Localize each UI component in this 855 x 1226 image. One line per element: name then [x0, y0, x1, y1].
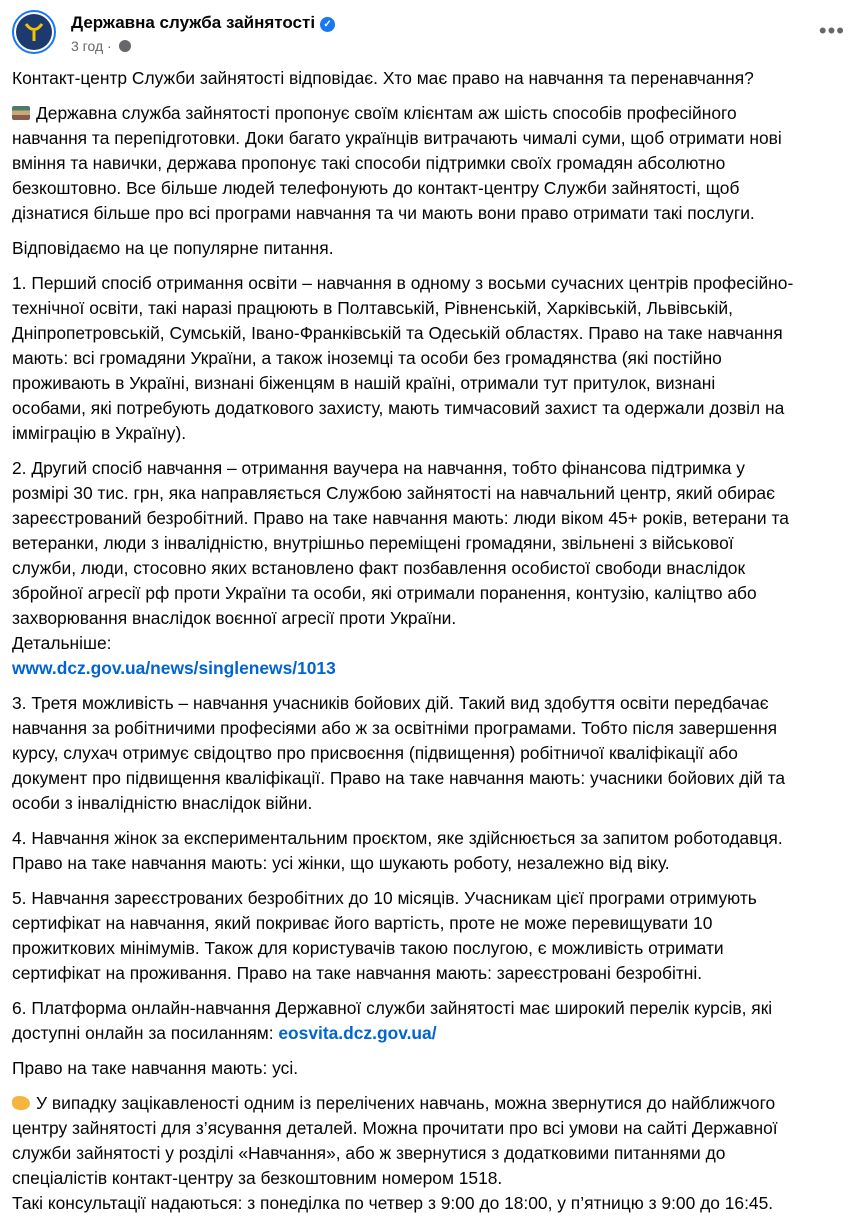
- meta-separator: ·: [107, 38, 112, 54]
- text-line: 4. Навчання жінок за експериментальним проєктом, яке здійснюється за запитом роботодавця.: [12, 828, 783, 848]
- text-line: особи з інвалідністю внаслідок війни.: [12, 793, 313, 813]
- text-line: навчання та перепідготовки. Доки багато українців витрачають чималі суми, щоб отримати нові: [12, 128, 782, 148]
- text-line: прожиткових мінімумів. Також для користувачів такою послугою, є можливість отримати: [12, 938, 724, 958]
- text-line: проживають в Україні, визнані біженцям в нашій країні, отримали тут притулок, визнані: [12, 373, 716, 393]
- eosvita-link[interactable]: eosvita.dcz.gov.ua/: [278, 1023, 437, 1043]
- text-line: ветеранки, люди з інвалідністю, внутрішньо переміщені громадяни, звільнені з військової: [12, 533, 734, 553]
- hand-emoji-icon: [12, 1096, 30, 1110]
- post-paragraph: [12, 271, 855, 446]
- page-avatar[interactable]: [12, 10, 56, 54]
- text-line: спеціалістів контакт-центру за безкоштовним номером 1518.: [12, 1168, 503, 1188]
- text-line: У випадку зацікавленості одним із перелічених навчань, можна звернутися до найближчого: [12, 1091, 855, 1116]
- post-body: [12, 66, 855, 1226]
- text-line: Контакт-центр Служби зайнятості відповідає. Хто має право на навчання та перенавчання?: [12, 68, 754, 88]
- post-paragraph: [12, 691, 855, 816]
- text-line: Державна служба зайнятості пропонує своїм клієнтам аж шість способів професійного: [12, 101, 855, 126]
- globe-icon: [119, 40, 131, 52]
- text-line: Право на таке навчання мають: усі жінки, що шукають роботу, незалежно від віку.: [12, 853, 670, 873]
- post-paragraph: [12, 456, 855, 681]
- text-line: Право на таке навчання мають: усі.: [12, 1058, 299, 1078]
- text-line: курсу, слухач отримує свідоцтво про присвоєння (підвищення) робітничої кваліфікації або: [12, 743, 738, 763]
- post-header: [12, 10, 855, 62]
- text-line: служби, люди, стосовно яких встановлено факт позбавлення особистої свободи внаслідок: [12, 558, 746, 578]
- post-paragraph: [12, 826, 855, 876]
- post-paragraph: [12, 236, 855, 261]
- text-line: 6. Платформа онлайн-навчання Державної служби зайнятості має широкий перелік курсів, які: [12, 998, 773, 1018]
- post-time[interactable]: 3 год: [71, 38, 104, 54]
- logo-icon: [16, 14, 52, 50]
- text-line: безкоштовно. Все більше людей телефонують до контакт-центру Служби зайнятості, щоб: [12, 178, 740, 198]
- dcz-news-link[interactable]: www.dcz.gov.ua/news/singlenews/1013: [12, 658, 336, 678]
- text-line: доступні онлайн за посиланням: eosvita.dcz.gov.ua/: [12, 1023, 437, 1043]
- more-options-button[interactable]: •••: [818, 18, 845, 43]
- verified-badge-icon: ✓: [320, 17, 335, 32]
- text-line: Детальніше:: [12, 633, 112, 653]
- text-line: 3. Третя можливість – навчання учасників бойових дій. Такий вид здобуття освіти передбачає: [12, 693, 769, 713]
- text-line: збройної агресії рф проти України та особи, які отримали поранення, контузію, каліцтво або: [12, 583, 757, 603]
- text-line: документ про підвищення кваліфікації. Право на таке навчання мають: учасники бойових дій та: [12, 768, 786, 788]
- text-line: мають: всі громадяни України, а також іноземці та особи без громадянства (які постійно: [12, 348, 722, 368]
- text-line: імміграцію в Україну).: [12, 423, 187, 443]
- post-paragraph: [12, 101, 855, 226]
- text-line: 1. Перший спосіб отримання освіти – навчання в одному з восьми сучасних центрів професійно-: [12, 273, 794, 293]
- text-line: Дніпропетровській, Сумській, Івано-Франківській та Одеській областях. Право на таке навчання: [12, 323, 783, 343]
- text-line: технічної освіти, такі наразі працюють в Полтавській, Рівненській, Харківській, Львівській,: [12, 298, 733, 318]
- post-paragraph: [12, 996, 855, 1046]
- text-line: дізнатися більше про всі програми навчання та чи мають вони право отримати такі послуги.: [12, 203, 755, 223]
- text-line: навчання за робітничими професіями або ж за освітніми програмами. Тобто після завершення: [12, 718, 778, 738]
- author-name[interactable]: Державна служба зайнятості: [71, 13, 316, 32]
- text-line: Такі консультації надаються: з понеділка по четвер з 9:00 до 18:00, у п’ятницю з 9:00 до 16:45.: [12, 1193, 774, 1213]
- text-line: сертифікат на проживання. Право на таке навчання мають: зареєстровані безробітні.: [12, 963, 703, 983]
- post-paragraph: [12, 66, 855, 91]
- text-line: особами, які потребують додаткового захисту, мають тимчасовий захист та одержали дозвіл на: [12, 398, 785, 418]
- text-line: служби зайнятості у розділі «Навчання», або ж звернутися з додатковими питаннями до: [12, 1143, 726, 1163]
- text-line: сертифікат на навчання, який покриває його вартість, проте не може перевищувати 10: [12, 913, 713, 933]
- text-line: розмірі 30 тис. грн, яка направляється Службою зайнятості на навчальний центр, який обирає: [12, 483, 775, 503]
- text-line: захворювання внаслідок воєнної агресії проти України.: [12, 608, 457, 628]
- post-paragraph: [12, 1056, 855, 1081]
- text-line: зареєстрований безробітний. Право на таке навчання мають: люди віком 45+ років, ветерани та: [12, 508, 789, 528]
- post-meta: [71, 38, 131, 54]
- text-line: Відповідаємо на це популярне питання.: [12, 238, 334, 258]
- author-name-row: [71, 13, 335, 33]
- text-line: 5. Навчання зареєстрованих безробітних до 10 місяців. Учасникам цієї програми отримують: [12, 888, 757, 908]
- text-line: вміння та навички, держава пропонує такі способи підтримки своїх громадян абсолютно: [12, 153, 726, 173]
- text-line: 2. Другий спосіб навчання – отримання ваучера на навчання, тобто фінансова підтримка у: [12, 458, 745, 478]
- post-paragraph: [12, 1091, 855, 1216]
- text-line: центру зайнятості для з’ясування деталей. Можна прочитати про всі умови на сайті Державної: [12, 1118, 778, 1138]
- post-paragraph: [12, 886, 855, 986]
- books-emoji-icon: [12, 106, 30, 120]
